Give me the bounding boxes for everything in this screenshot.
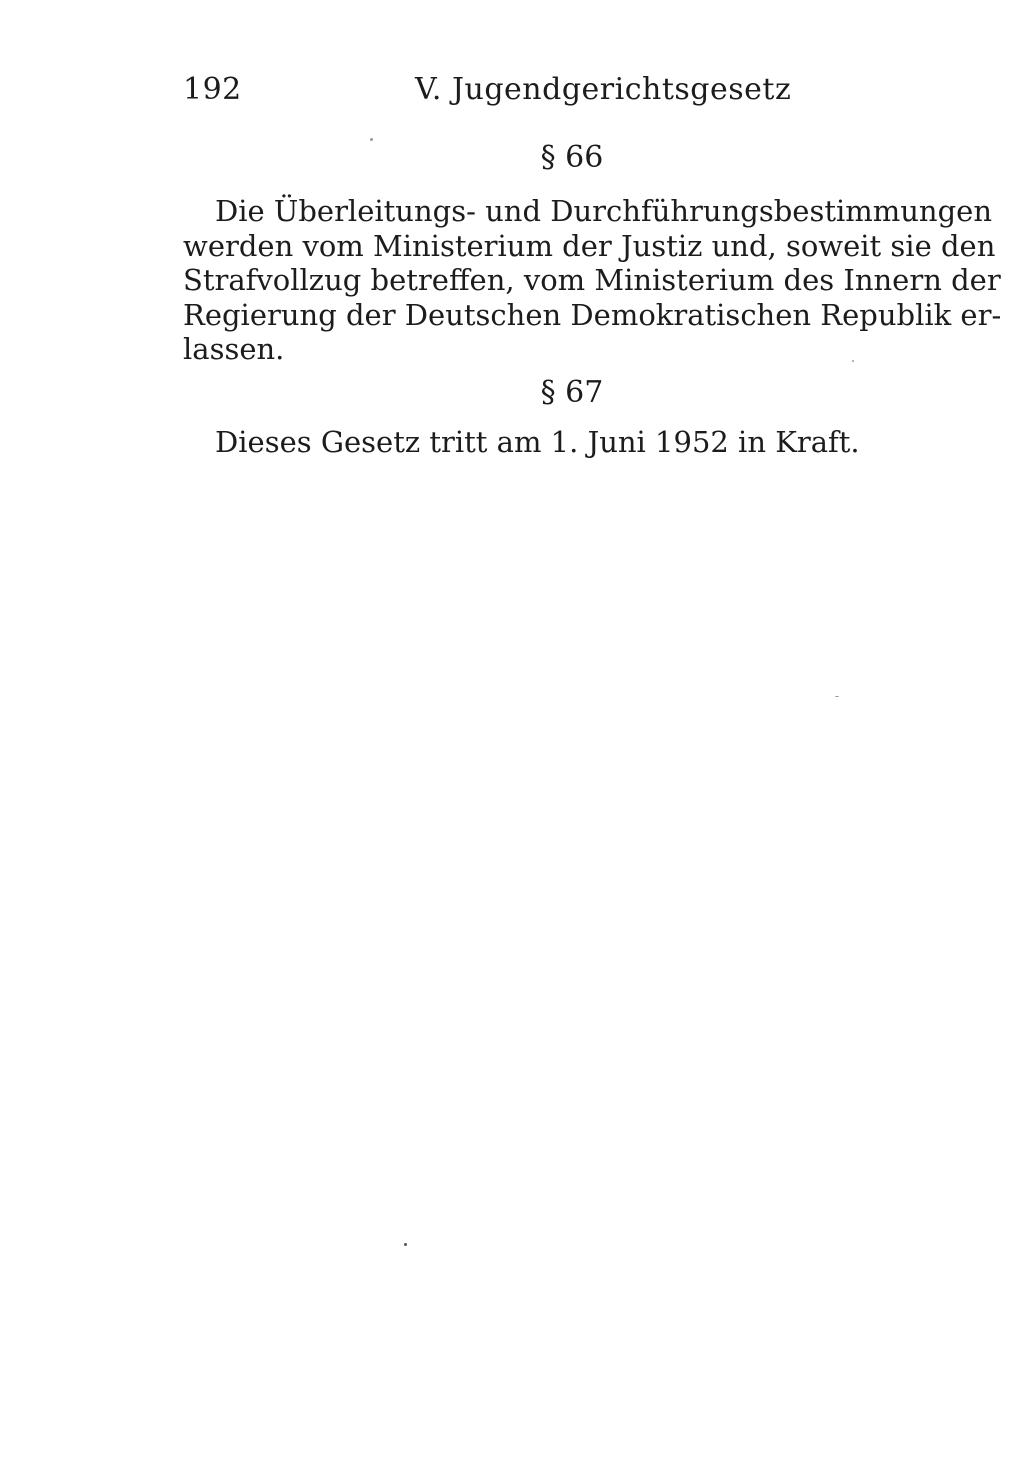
scan-speck: [852, 360, 854, 362]
text-line: Dieses Gesetz tritt am 1. Juni 1952 in Kraft.: [215, 425, 860, 459]
text-line: Strafvollzug betreffen, vom Ministerium des Innern der: [183, 263, 1001, 297]
section-paragraph-67: [183, 425, 980, 460]
text-line: lassen.: [183, 332, 285, 366]
page-header: [183, 72, 792, 112]
page-number: 192: [183, 72, 242, 107]
section-paragraph-66: [183, 194, 1002, 367]
section-heading-67: § 67: [540, 375, 604, 410]
text-line: Die Überleitungs- und Durchführungsbestimmungen: [215, 194, 993, 228]
scan-speck: [370, 138, 373, 141]
section-heading-66: § 66: [540, 140, 604, 175]
scan-speck: [404, 1243, 407, 1246]
text-line: werden vom Ministerium der Justiz und, soweit sie den: [183, 228, 996, 263]
text-line: Regierung der Deutschen Demokratischen Republik er-: [183, 297, 1002, 332]
running-title: V. Jugendgerichtsgesetz: [415, 72, 792, 107]
scan-speck: [835, 696, 839, 697]
